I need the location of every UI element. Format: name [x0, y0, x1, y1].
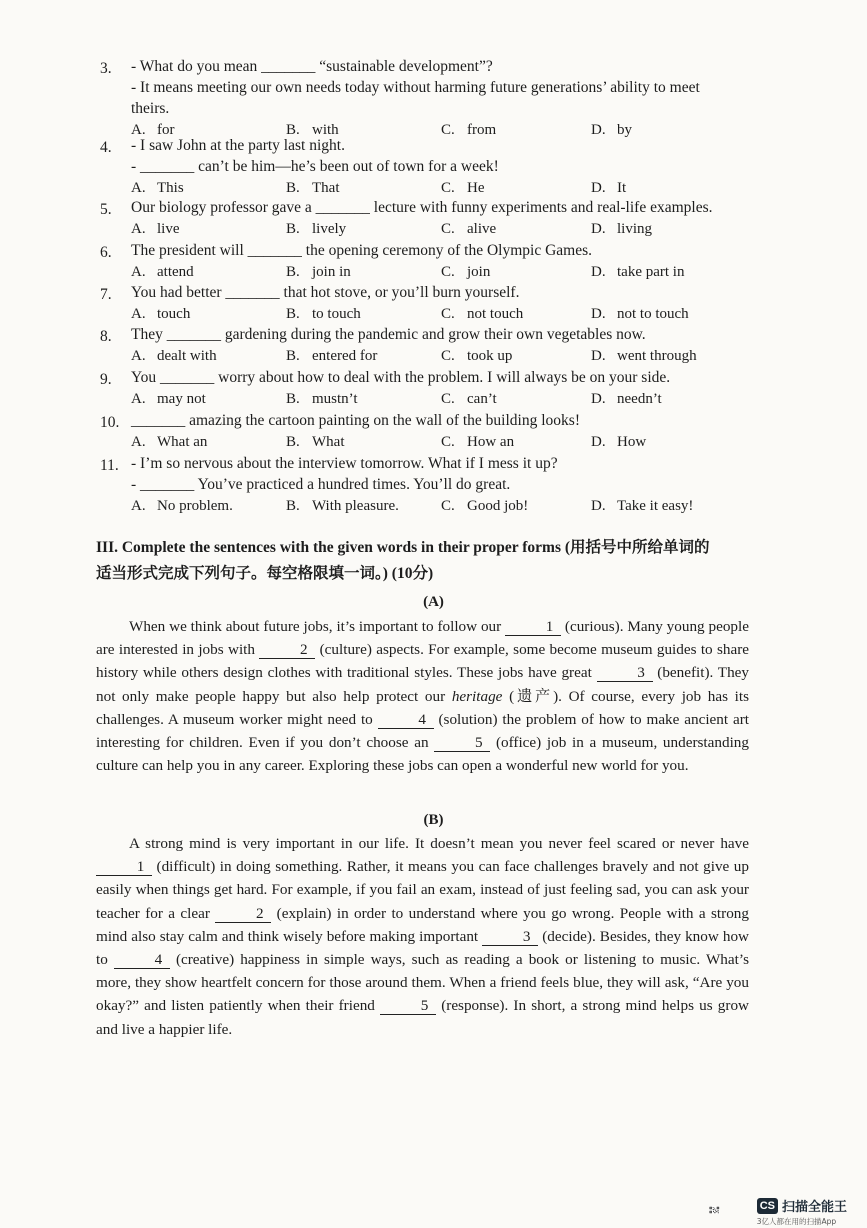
- option-text: Take it easy!: [617, 498, 694, 514]
- option-text: join: [467, 264, 491, 280]
- question-stem-line: Our biology professor gave a _______ lecture with funny experiments and real-life examples.: [131, 199, 713, 216]
- option-c: [441, 219, 496, 239]
- section-title-line-1: III. Complete the sentences with the given words in their proper forms (用括号中所给单词的: [96, 539, 710, 556]
- option-letter: A.: [131, 180, 146, 196]
- answer-blank[interactable]: 1: [505, 619, 561, 636]
- option-text: This: [157, 180, 184, 196]
- answer-blank[interactable]: 2: [259, 642, 315, 659]
- passage-text: (decide). Besides, they know how to: [96, 927, 750, 969]
- option-c: [441, 346, 512, 366]
- italic-term: heritage: [451, 687, 503, 705]
- option-letter: A.: [131, 306, 146, 322]
- answer-blank[interactable]: 2: [215, 906, 271, 923]
- option-a: [131, 496, 233, 516]
- option-text: not to touch: [617, 306, 689, 322]
- option-text: Good job!: [467, 498, 529, 514]
- question-stem-line: - I saw John at the party last night.: [131, 137, 345, 154]
- question-stem-line: The president will _______ the opening ceremony of the Olympic Games.: [131, 242, 593, 259]
- passage-text: When we think about future jobs, it’s important to follow our: [129, 618, 506, 635]
- option-letter: A.: [131, 498, 146, 514]
- option-letter: D.: [591, 348, 606, 364]
- option-letter: C.: [441, 264, 455, 280]
- option-d: [591, 178, 626, 198]
- option-letter: B.: [286, 306, 300, 322]
- answer-blank[interactable]: 1: [96, 859, 152, 876]
- option-a: [131, 389, 206, 409]
- question-stem-line: - _______ can’t be him—he’s been out of town for a week!: [131, 158, 499, 175]
- passage-text: (benefit). They not only make people happy but also help protect our: [96, 664, 750, 705]
- option-d: [591, 120, 632, 140]
- option-text: That: [312, 180, 340, 196]
- option-text: No problem.: [157, 498, 233, 514]
- option-letter: C.: [441, 221, 455, 237]
- question-stem-line: _______ amazing the cartoon painting on the wall of the building looks!: [131, 412, 580, 429]
- option-text: What: [312, 434, 345, 450]
- section-iii-title: [96, 536, 710, 586]
- question-number: 7.: [100, 286, 112, 303]
- option-letter: B.: [286, 122, 300, 138]
- qr-code-icon: [709, 1196, 749, 1224]
- option-letter: C.: [441, 434, 455, 450]
- question-number: 4.: [100, 139, 112, 156]
- option-text: What an: [157, 434, 208, 450]
- passage-text: (solution) the problem of how to make ancient art interesting for children. Even if you don’t choose an: [96, 710, 749, 752]
- part-b-passage: [96, 832, 749, 1041]
- option-a: [131, 304, 190, 324]
- section-title-line-2: 适当形式完成下列句子。每空格限填一词。) (10分): [96, 565, 434, 582]
- option-letter: D.: [591, 498, 606, 514]
- option-text: touch: [157, 306, 191, 322]
- option-text: needn’t: [617, 391, 662, 407]
- option-text: join in: [312, 264, 351, 280]
- option-text: went through: [617, 348, 697, 364]
- passage-text: (creative) happiness in simple ways, such as reading a book or listening to music. What’s more, they show heartfelt concern for those around them. When a friend feels blue, they will ask, “Are you okay?” and listen patiently when their friend: [96, 951, 749, 1015]
- question-number: 5.: [100, 201, 112, 218]
- option-text: from: [467, 122, 497, 138]
- option-b: [286, 304, 361, 324]
- option-letter: C.: [441, 498, 455, 514]
- option-letter: C.: [441, 306, 455, 322]
- scanner-watermark: [757, 1196, 847, 1227]
- option-d: [591, 432, 646, 452]
- option-letter: C.: [441, 391, 455, 407]
- option-d: [591, 496, 693, 516]
- option-b: [286, 178, 340, 198]
- scanner-logo-badge: CS: [757, 1198, 778, 1214]
- question-number: 11.: [100, 457, 119, 474]
- option-letter: C.: [441, 180, 455, 196]
- option-a: [131, 178, 184, 198]
- option-text: dealt with: [157, 348, 217, 364]
- question-number: 9.: [100, 371, 112, 388]
- option-text: may not: [157, 391, 206, 407]
- option-letter: D.: [591, 221, 606, 237]
- option-c: [441, 304, 523, 324]
- option-text: It: [617, 180, 627, 196]
- answer-blank[interactable]: 4: [378, 712, 434, 729]
- question-stem-line: - What do you mean _______ “sustainable development”?: [131, 58, 493, 75]
- option-text: can’t: [467, 391, 497, 407]
- option-letter: A.: [131, 264, 146, 280]
- question-stem-line: They _______ gardening during the pandemic and grow their own vegetables now.: [131, 326, 646, 343]
- question-stem-line: - I’m so nervous about the interview tomorrow. What if I mess it up?: [131, 455, 558, 472]
- option-c: [441, 178, 485, 198]
- option-a: [131, 262, 194, 282]
- option-text: with: [312, 122, 339, 138]
- question-stem-line: - It means meeting our own needs today without harming future generations’ ability to meet: [131, 79, 700, 96]
- part-b-label: (B): [423, 812, 444, 828]
- passage-text: (curious). Many young people are interested in jobs with: [96, 618, 749, 659]
- option-b: [286, 496, 399, 516]
- passage-text: (explain) in order to understand where you go wrong. People with a strong mind also stay calm and think wisely before making important: [96, 904, 749, 945]
- passage-text: (difficult) in doing something. Rather, it means you can face challenges bravely and not give up easily when things get hard. For example, if you fail an exam, instead of just feeling sad, you can ask your teacher for a clear: [96, 858, 749, 922]
- option-b: [286, 432, 344, 452]
- passage-text: (culture) aspects. For example, some become museum guides to share history while others design clothes with traditional styles. These jobs have great: [96, 641, 749, 682]
- option-letter: D.: [591, 180, 606, 196]
- passage-text: (response). In short, a strong mind helps us grow and live a happier life.: [96, 997, 750, 1038]
- option-text: entered for: [312, 348, 378, 364]
- scanner-tagline: 3亿人都在用的扫描App: [756, 1217, 837, 1226]
- option-text: by: [617, 122, 632, 138]
- option-text: How: [617, 434, 647, 450]
- option-b: [286, 219, 346, 239]
- option-letter: A.: [131, 122, 146, 138]
- option-d: [591, 304, 689, 324]
- question-number: 6.: [100, 244, 112, 261]
- option-text: mustn’t: [312, 391, 358, 407]
- answer-blank[interactable]: 3: [482, 929, 538, 946]
- option-d: [591, 262, 684, 282]
- question-number: 8.: [100, 328, 112, 345]
- option-text: With pleasure.: [312, 498, 399, 514]
- option-c: [441, 262, 490, 282]
- option-letter: A.: [131, 221, 146, 237]
- option-text: take part in: [617, 264, 685, 280]
- answer-blank[interactable]: 3: [597, 665, 653, 682]
- option-letter: B.: [286, 180, 300, 196]
- passage-text: A strong mind is very important in our life. It doesn’t mean you never feel scared or never have: [129, 835, 749, 852]
- option-d: [591, 219, 652, 239]
- option-text: He: [467, 180, 485, 196]
- option-c: [441, 389, 497, 409]
- option-letter: A.: [131, 434, 146, 450]
- option-b: [286, 262, 351, 282]
- option-letter: A.: [131, 391, 146, 407]
- option-b: [286, 346, 377, 366]
- answer-blank[interactable]: 4: [114, 952, 170, 969]
- option-text: How an: [467, 434, 515, 450]
- option-d: [591, 346, 697, 366]
- passage-text: (遗产). Of course, every job has its challenges. A museum worker might need to: [96, 687, 749, 728]
- answer-blank[interactable]: 5: [380, 998, 436, 1015]
- option-letter: B.: [286, 264, 300, 280]
- option-text: alive: [467, 221, 497, 237]
- option-letter: D.: [591, 391, 606, 407]
- option-letter: B.: [286, 221, 300, 237]
- option-letter: C.: [441, 348, 455, 364]
- question-number: 10.: [100, 414, 120, 431]
- option-text: for: [157, 122, 175, 138]
- question-stem-line: - _______ You’ve practiced a hundred times. You’ll do great.: [131, 476, 511, 493]
- option-d: [591, 389, 662, 409]
- option-letter: B.: [286, 434, 300, 450]
- option-b: [286, 389, 358, 409]
- option-a: [131, 432, 207, 452]
- passage-text: (office) job in a museum, understanding culture can help you in any career. Exploring these jobs can open a wonderful new world for you.: [96, 734, 749, 775]
- option-c: [441, 120, 496, 140]
- option-text: living: [617, 221, 653, 237]
- option-letter: D.: [591, 122, 606, 138]
- question-stem-line: You had better _______ that hot stove, or you’ll burn yourself.: [131, 284, 520, 301]
- option-letter: B.: [286, 348, 300, 364]
- answer-blank[interactable]: 5: [434, 735, 490, 752]
- option-letter: C.: [441, 122, 455, 138]
- option-text: live: [157, 221, 180, 237]
- option-letter: B.: [286, 391, 300, 407]
- part-a-label: (A): [423, 594, 444, 610]
- question-number: 3.: [100, 60, 112, 77]
- option-text: took up: [467, 348, 513, 364]
- option-letter: D.: [591, 306, 606, 322]
- option-text: to touch: [312, 306, 361, 322]
- part-a-passage: [96, 615, 749, 777]
- option-a: [131, 346, 217, 366]
- question-stem-line: theirs.: [131, 100, 170, 117]
- option-text: not touch: [467, 306, 524, 322]
- option-c: [441, 496, 528, 516]
- option-letter: D.: [591, 264, 606, 280]
- option-c: [441, 432, 514, 452]
- scanner-app-name: 扫描全能王: [781, 1200, 847, 1215]
- option-text: lively: [312, 221, 347, 237]
- question-stem-line: You _______ worry about how to deal with the problem. I will always be on your side.: [131, 369, 671, 386]
- option-text: attend: [157, 264, 194, 280]
- option-letter: D.: [591, 434, 606, 450]
- option-a: [131, 219, 180, 239]
- option-letter: B.: [286, 498, 300, 514]
- option-letter: A.: [131, 348, 146, 364]
